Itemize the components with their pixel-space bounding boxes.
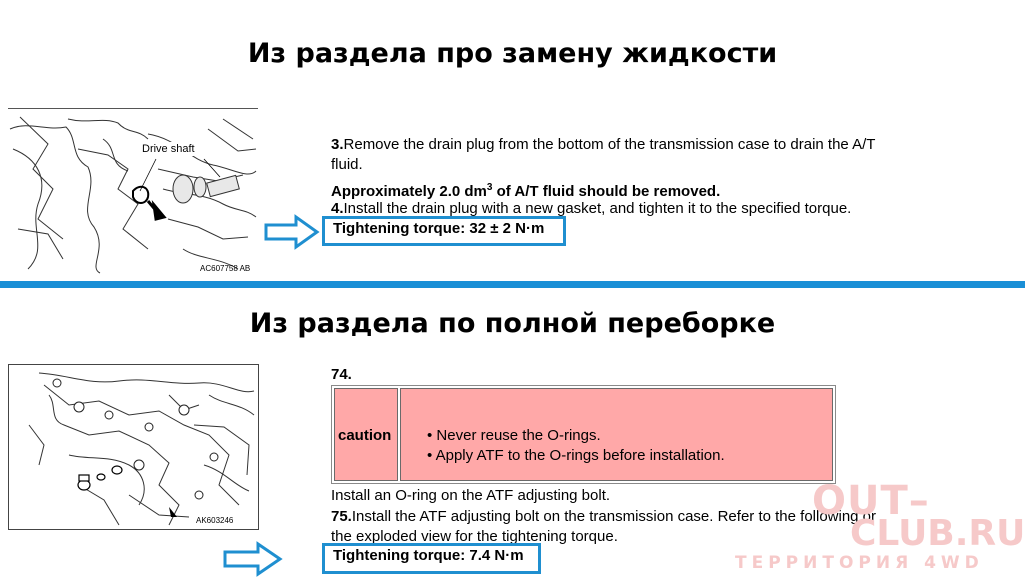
transmission-drawing-1: [8, 109, 258, 275]
watermark-line2: CLUB.RU: [850, 513, 1025, 554]
transmission-drawing-2: [9, 365, 258, 529]
step75-line2: the exploded view for the tightening torque.: [331, 528, 618, 545]
pointer-arrow-1-icon: [263, 214, 321, 250]
step74-number: 74.: [331, 366, 352, 383]
caution-label: caution: [338, 427, 392, 444]
torque-highlight-box-2: [322, 543, 541, 574]
caution-item-text: Never reuse the O-rings.: [436, 427, 601, 444]
step3-line1: Remove the drain plug from the bottom of the transmission case to drain the A/T: [343, 136, 876, 153]
watermark-line3: ТЕРРИТОРИЯ 4WD: [735, 553, 984, 573]
section1-heading: Из раздела про замену жидкости: [247, 38, 778, 69]
torque-highlight-box-1: [322, 216, 566, 246]
caution-item: • Apply ATF to the O-rings before installation.: [427, 447, 725, 464]
section2-heading: Из раздела по полной переборке: [249, 308, 776, 339]
caution-item: • Never reuse the O-rings.: [427, 427, 601, 444]
step4-body: Install the drain plug with a new gasket, and tighten it to the specified torque.: [343, 200, 852, 217]
figure1-code: AC607758 AB: [200, 264, 251, 273]
caution-content-cell: [400, 388, 833, 481]
watermark-line1: OUT–: [812, 478, 930, 524]
caution-table: [331, 385, 836, 484]
step3-number: 3.: [331, 136, 344, 153]
drive-shaft-diagram: [8, 108, 258, 275]
step3-text: [331, 135, 931, 175]
pointer-arrow-2-icon: [222, 541, 284, 577]
step75-number: 75.: [331, 508, 352, 525]
section-divider: [0, 281, 1025, 288]
fluid-amount-part2: of A/T fluid should be removed.: [492, 183, 721, 200]
fluid-amount-part1: Approximately 2.0 dm: [331, 183, 487, 200]
torque-spec-2: Tightening torque: 7.4 N·m: [333, 547, 524, 564]
atf-bolt-diagram: [8, 364, 259, 530]
install-oring-text: Install an O-ring on the ATF adjusting bolt.: [331, 487, 611, 504]
caution-label-cell: [334, 388, 398, 481]
fluid-amount-sup: 3: [486, 182, 493, 193]
step4-number: 4.: [331, 200, 344, 217]
caution-item-text: Apply ATF to the O-rings before installation.: [435, 447, 725, 464]
step3-line2: fluid.: [331, 156, 363, 173]
drive-shaft-callout: Drive shaft: [142, 143, 195, 155]
step75-line1: Install the ATF adjusting bolt on the transmission case. Refer to the following or: [351, 508, 877, 525]
figure2-code: AK603246: [196, 516, 234, 525]
torque-spec-1: Tightening torque: 32 ± 2 N·m: [333, 220, 545, 237]
